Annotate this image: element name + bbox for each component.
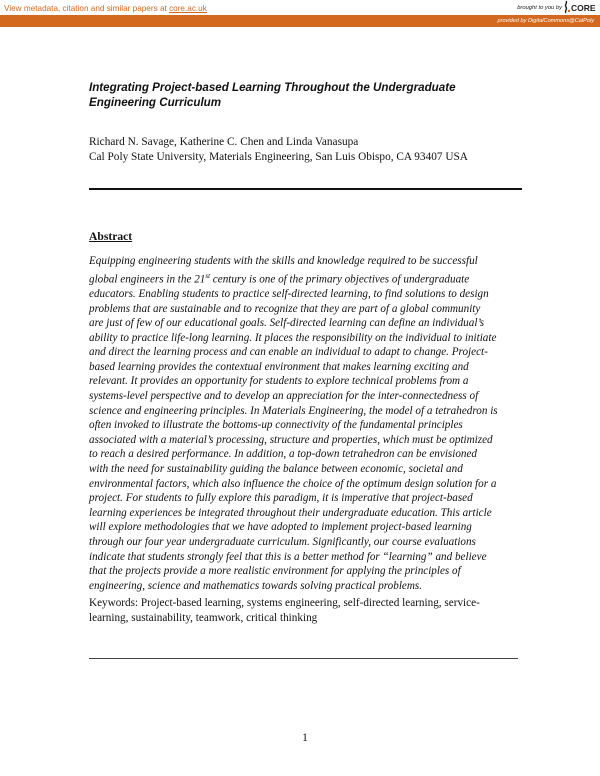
abstract-line: relevant. It provides an opportunity for students to explore technical problems from a — [89, 375, 469, 388]
abstract-line: based learning provides the contextual environment that makes learning exciting and — [89, 360, 469, 373]
abstract-line: global engineers in the 21st century is one of the primary objectives of undergraduate — [89, 271, 470, 286]
abstract-line: science and engineering principles. In Materials Engineering, the model of a tetrahedron is — [89, 404, 498, 417]
abstract-line: systems-level perspective and to develop an appreciation for the inter-connectedness of — [89, 390, 479, 403]
core-link-domain[interactable]: core.ac.uk — [169, 4, 207, 13]
core-logo-icon — [562, 0, 571, 14]
core-metadata-link[interactable] — [4, 4, 207, 13]
paper-title-line-2: Engineering Curriculum — [89, 96, 222, 109]
keywords-line: Keywords: Project-based learning, systems engineering, self-directed learning, service- — [89, 597, 480, 609]
core-link-prefix: View metadata, citation and similar papers at — [4, 4, 167, 13]
affiliation-line: Cal Poly State University, Materials Engineering, San Luis Obispo, CA 93407 USA — [89, 151, 468, 163]
author-block — [89, 135, 529, 165]
provided-by-strip — [0, 15, 600, 27]
abstract-line: associated with a material’s processing, structure and properties, which must be optimized — [89, 433, 493, 446]
abstract-line: indicate that students strongly feel that this is a better method for “learning” and believe — [89, 550, 487, 563]
abstract-line: to reach a desired performance. In addition, a top-down tetrahedron can be envisioned — [89, 448, 477, 461]
abstract-line: environmental factors, which also influence the choice of the optimum design solution for a — [89, 477, 497, 490]
abstract-line: project. For students to fully explore this paradigm, it is imperative that project-based — [89, 492, 473, 505]
keywords-paragraph — [89, 596, 529, 625]
page-number: 1 — [302, 732, 308, 744]
provided-by-text[interactable]: provided by DigitalCommons@CalPoly — [497, 18, 594, 24]
paper-title-line-1: Integrating Project-based Learning Throughout the Undergraduate — [89, 81, 456, 94]
abstract-line: are just of few of our educational goals. Self-directed learning can define an individual’s — [89, 317, 485, 330]
core-banner — [0, 0, 600, 27]
abstract-line: that the projects provide a more realistic environment for applying the principles of — [89, 565, 461, 578]
abstract-line: engineering, science and mathematics towards solving practical problems. — [89, 579, 423, 592]
abstract-line: ability to practice life-long learning. It places the responsibility on the individual to initiate — [89, 331, 497, 344]
footer-divider — [89, 658, 518, 659]
abstract-body — [89, 254, 525, 593]
keywords-line: learning, sustainability, teamwork, critical thinking — [89, 611, 318, 624]
abstract-line: through our four year undergraduate curriculum. Significantly, our course evaluations — [89, 536, 476, 548]
core-logo[interactable] — [562, 0, 596, 16]
brought-by-text: brought to you by — [517, 5, 562, 11]
abstract-line: with the need for sustainability guiding the balance between economic, societal and — [89, 463, 463, 476]
header-divider — [89, 188, 522, 190]
abstract-line: will explore methodologies that we have adopted to implement project-based learning — [89, 521, 472, 534]
abstract-heading: Abstract — [89, 230, 133, 243]
abstract-line: learning experiences be integrated throughout their undergraduate education. This article — [89, 506, 492, 519]
abstract-line: Equipping engineering students with the skills and knowledge required to be successful — [89, 255, 478, 267]
core-brand-text: CORE — [571, 3, 596, 13]
abstract-line: educators. Enabling students to practice self-directed learning, to find solutions to design — [89, 287, 489, 300]
authors-line: Richard N. Savage, Katherine C. Chen and Linda Vanasupa — [89, 136, 359, 148]
abstract-line: often invoked to illustrate the bottoms-up connectivity of the fundamental principles — [89, 419, 463, 432]
paper-title — [89, 80, 509, 110]
abstract-line: and direct the learning process and can enable an individual to adapt to change. Project- — [89, 346, 488, 359]
abstract-line: problems that are sustainable and to recognize that they are part of a global community — [89, 302, 481, 315]
